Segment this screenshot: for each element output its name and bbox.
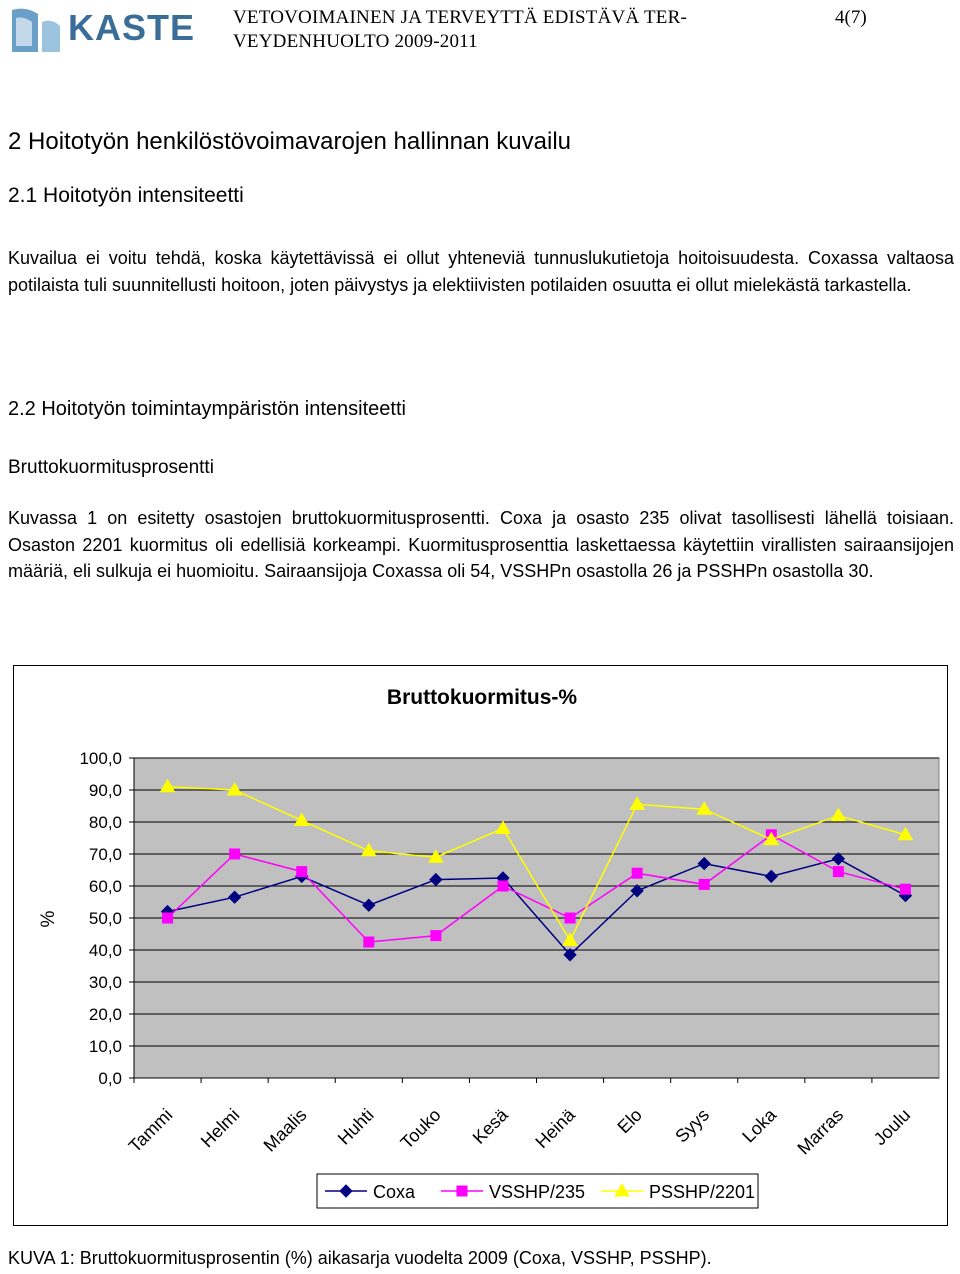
legend-label: VSSHP/235 (489, 1182, 586, 1202)
y-tick-label: 60,0 (88, 877, 122, 896)
legend-label: PSSHP/2201 (649, 1182, 756, 1202)
x-tick-label: Maalis (259, 1104, 311, 1156)
y-tick-label: 100,0 (79, 749, 122, 768)
data-point (900, 884, 910, 894)
subsection-heading-1: 2.1 Hoitotyön intensiteetti (8, 184, 244, 207)
x-tick-label: Loka (738, 1104, 781, 1147)
y-tick-label: 40,0 (88, 941, 122, 960)
data-point (364, 937, 374, 947)
chart-legend (317, 1174, 758, 1208)
x-tick-label: Kesä (468, 1104, 512, 1148)
data-point (297, 867, 307, 877)
x-tick-label: Huhti (333, 1104, 378, 1149)
logo-text: KASTE (68, 7, 196, 48)
paragraph-1: Kuvailua ei voitu tehdä, koska käytettävissä ei ollut yhteneviä tunnuslukutietoja hoitoisuudesta. Coxassa valtaosa potilaista tuli suunnitellusti hoitoon, joten päivystys ja elektiivisten potilaiden osuutta ei ollut mielekästä tarkastella. (8, 248, 954, 295)
data-point (431, 931, 441, 941)
y-tick-label: 80,0 (88, 813, 122, 832)
x-tick-label: Heinä (531, 1104, 579, 1153)
header-title-line1: VETOVOIMAINEN JA TERVEYTTÄ EDISTÄVÄ TER- (233, 7, 687, 28)
data-point (163, 913, 173, 923)
data-point (699, 879, 709, 889)
data-point (498, 881, 508, 891)
legend-marker (457, 1186, 467, 1196)
line-chart (14, 666, 947, 1225)
y-tick-label: 70,0 (88, 845, 122, 864)
section-heading: 2 Hoitotyön henkilöstövoimavarojen hallinnan kuvailu (8, 128, 572, 155)
header-title-line2: VEYDENHUOLTO 2009-2011 (233, 31, 478, 52)
legend-label: Coxa (373, 1182, 416, 1202)
y-tick-label: 20,0 (88, 1005, 122, 1024)
kaste-logo (8, 2, 203, 56)
figure-caption: KUVA 1: Bruttokuormitusprosentin (%) aikasarja vuodelta 2009 (Coxa, VSSHP, PSSHP). (8, 1248, 712, 1268)
y-tick-label: 50,0 (88, 909, 122, 928)
y-axis-label: % (38, 910, 59, 928)
chart-title: Bruttokuormitus-% (386, 686, 578, 709)
page-number: 4(7) (835, 7, 867, 28)
subsection-heading-2: 2.2 Hoitotyön toimintaympäristön intensiteetti (8, 398, 406, 420)
sub-subsection-heading: Bruttokuormitusprosentti (8, 457, 214, 478)
chart-frame (13, 665, 948, 1226)
paragraph-2: Kuvassa 1 on esitetty osastojen bruttokuormitusprosentti. Coxa ja osasto 235 olivat tasollisesti lähellä toisiaan. Osaston 2201 kuormitus oli edellisiä korkeampi. Kuormitusprosenttia laskettaessa käytettiin virallisten sairaansijojen määriä, eli sulkuja ei huomioitu. Sairaansijoja Coxassa oli 54, VSSHPn osastolla 26 ja PSSHPn osastolla 30. (8, 508, 954, 581)
x-tick-label: Syys (671, 1104, 714, 1147)
x-tick-label: Touko (396, 1104, 445, 1153)
y-tick-label: 0,0 (98, 1069, 122, 1088)
y-tick-label: 10,0 (88, 1037, 122, 1056)
x-tick-label: Tammi (124, 1104, 177, 1157)
data-point (833, 867, 843, 877)
data-point (230, 849, 240, 859)
data-point (565, 913, 575, 923)
y-tick-label: 90,0 (88, 781, 122, 800)
x-tick-label: Helmi (196, 1104, 244, 1152)
y-tick-label: 30,0 (88, 973, 122, 992)
logo-mark-icon (12, 9, 60, 52)
x-tick-label: Joulu (869, 1104, 915, 1150)
x-tick-label: Elo (613, 1104, 646, 1138)
x-tick-label: Marras (793, 1104, 848, 1159)
data-point (632, 868, 642, 878)
header-title (233, 6, 813, 54)
